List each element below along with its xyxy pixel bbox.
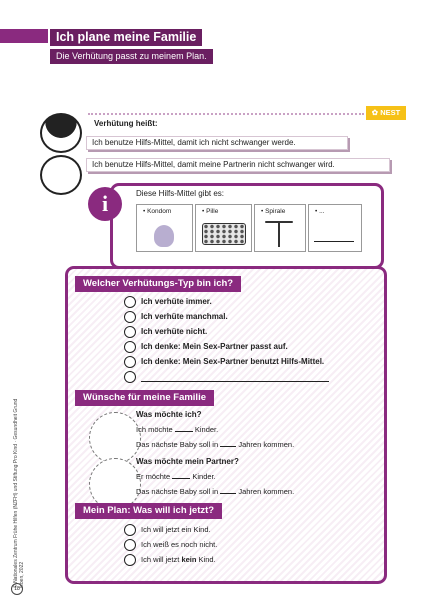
item-label: • Pille [202, 208, 219, 215]
baby-partner-line [136, 487, 294, 496]
baby-partner-blank[interactable] [220, 493, 236, 494]
kinder-partner-pre: Er möchte [136, 472, 171, 481]
copyright-sideways: © Nationales Zentrum Frühe Hilfen (NZFH) und Stiftung Pro Kind · Gesundheit Grund leben, 2022 [13, 398, 25, 588]
page-number: 18 [11, 583, 23, 595]
item-label: • Kondom [143, 208, 172, 215]
nest-label: NEST [380, 108, 401, 117]
page-subtitle: Die Verhütung passt zu meinem Plan. [50, 49, 213, 64]
option-label-5: Ich denke: Mein Sex-Partner benutzt Hilfs-Mittel. [141, 357, 325, 366]
radio-plan-1[interactable] [124, 524, 136, 536]
plan-label-3 [141, 555, 216, 564]
kinder-me-post: Kinder. [194, 425, 219, 434]
plan-3-bold: kein [181, 555, 197, 564]
radio-plan-2[interactable] [124, 539, 136, 551]
radio-option-3[interactable] [124, 326, 136, 338]
definition-line-2: Ich benutze Hilfs-Mittel, damit meine Partnerin nicht schwanger wird. [86, 158, 390, 172]
plan-3-post: Kind. [196, 555, 216, 564]
item-kondom [136, 204, 193, 252]
radio-option-4[interactable] [124, 341, 136, 353]
kinder-me-line [136, 425, 218, 434]
item-label: • ... [315, 208, 325, 215]
write-line [314, 241, 354, 242]
option-label-4: Ich denke: Mein Sex-Partner passt auf. [141, 342, 288, 351]
nest-badge [366, 106, 406, 120]
item-other [308, 204, 362, 252]
pill-pack-icon [202, 223, 246, 245]
radio-option-1[interactable] [124, 296, 136, 308]
baby-me-pre: Das nächste Baby soll in [136, 440, 219, 449]
option-label-1: Ich verhüte immer. [141, 297, 212, 306]
dotted-divider [88, 113, 364, 115]
question-me: Was möchte ich? [136, 410, 202, 419]
leaf-icon: ✿ [371, 108, 379, 117]
item-spirale [254, 204, 306, 252]
kinder-partner-line [136, 472, 216, 481]
kinder-partner-blank[interactable] [172, 478, 190, 479]
definition-line-1: Ich benutze Hilfs-Mittel, damit ich nicht schwanger werde. [86, 136, 348, 150]
info-intro: Diese Hilfs-Mittel gibt es: [136, 189, 225, 198]
radio-option-2[interactable] [124, 311, 136, 323]
section-heading-plan: Mein Plan: Was will ich jetzt? [75, 503, 222, 519]
question-partner: Was möchte mein Partner? [136, 457, 239, 466]
radio-option-5[interactable] [124, 356, 136, 368]
plan-3-pre: Ich will jetzt [141, 555, 182, 564]
condom-icon [154, 225, 174, 247]
item-label: • Spirale [261, 208, 286, 215]
header-accent-bar [0, 29, 48, 43]
definition-heading: Verhütung heißt: [94, 119, 158, 128]
kinder-me-blank[interactable] [175, 431, 193, 432]
section-heading-wishes: Wünsche für meine Familie [75, 390, 214, 406]
plan-label-1: Ich will jetzt ein Kind. [141, 525, 211, 534]
baby-partner-pre: Das nächste Baby soll in [136, 487, 219, 496]
option-label-3: Ich verhüte nicht. [141, 327, 208, 336]
baby-me-line [136, 440, 294, 449]
kinder-partner-post: Kinder. [192, 472, 216, 481]
radio-option-6[interactable] [124, 371, 136, 383]
write-in-line[interactable] [141, 381, 329, 382]
kinder-me-pre: Ich möchte [136, 425, 173, 434]
plan-label-2: Ich weiß es noch nicht. [141, 540, 218, 549]
item-pille [195, 204, 252, 252]
radio-plan-3[interactable] [124, 554, 136, 566]
baby-me-blank[interactable] [220, 446, 236, 447]
photo-circle-me [89, 412, 141, 464]
iud-stem [278, 221, 280, 247]
baby-partner-post: Jahren kommen. [238, 487, 295, 496]
option-label-2: Ich verhüte manchmal. [141, 312, 228, 321]
section-heading-type: Welcher Verhütungs-Typ bin ich? [75, 276, 241, 292]
baby-me-post: Jahren kommen. [238, 440, 295, 449]
woman-face-icon [40, 113, 82, 153]
man-face-icon [40, 155, 82, 195]
page-title: Ich plane meine Familie [50, 29, 202, 46]
info-icon: i [88, 187, 122, 221]
